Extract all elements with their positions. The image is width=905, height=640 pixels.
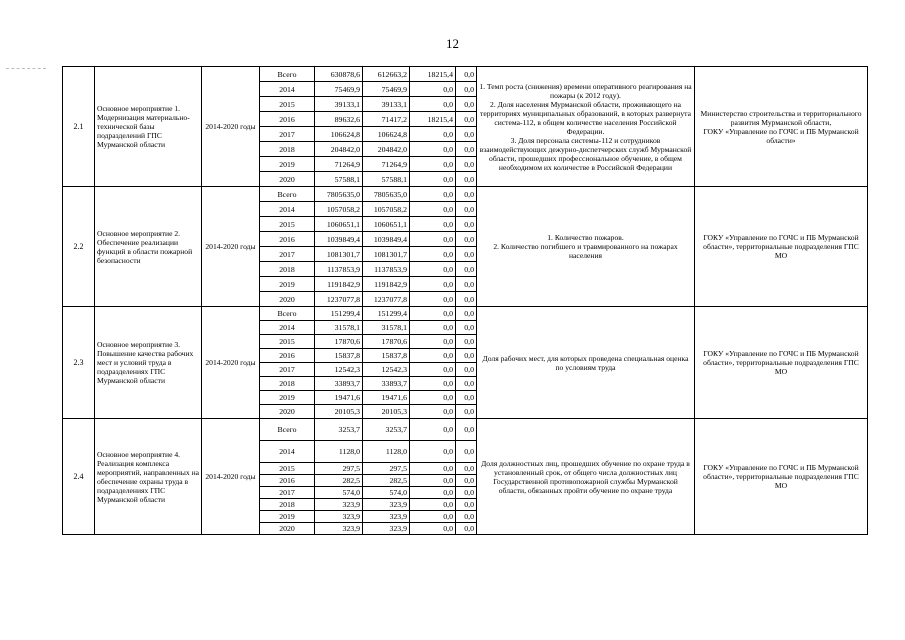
year-cell: 2018 [260,262,315,277]
year-cell: 2014 [260,82,315,97]
other-sources-cell: 0,0 [456,232,477,247]
year-cell: 2014 [260,441,315,463]
year-cell: 2019 [260,157,315,172]
total-cell: 75469,9 [315,82,363,97]
regional-budget-cell: 12542,3 [363,363,410,377]
year-cell: 2019 [260,277,315,292]
responsible-executor [695,419,868,535]
regional-budget-cell: 612663,2 [363,67,410,82]
total-cell: 297,5 [315,463,363,475]
year-cell: 2017 [260,363,315,377]
total-cell: 39133,1 [315,97,363,112]
federal-budget-cell: 0,0 [410,172,456,187]
total-cell: 1191842,9 [315,277,363,292]
year-cell: 2014 [260,321,315,335]
year-cell: 2016 [260,475,315,487]
year-cell: Всего [260,67,315,82]
other-sources-cell: 0,0 [456,405,477,419]
year-cell: 2020 [260,405,315,419]
total-cell: 20105,3 [315,405,363,419]
regional-budget-cell: 1137853,9 [363,262,410,277]
federal-budget-cell: 18215,4 [410,67,456,82]
year-cell: 2020 [260,523,315,535]
total-cell: 1137853,9 [315,262,363,277]
year-cell: 2014 [260,202,315,217]
federal-budget-cell: 0,0 [410,405,456,419]
federal-budget-cell: 0,0 [410,463,456,475]
federal-budget-cell: 0,0 [410,391,456,405]
federal-budget-cell: 0,0 [410,419,456,441]
regional-budget-cell: 323,9 [363,511,410,523]
year-cell: 2019 [260,391,315,405]
implementation-period: 2014-2020 годы [202,187,260,307]
year-cell: 2020 [260,172,315,187]
section-number: 2.3 [63,307,95,419]
regional-budget-cell: 3253,7 [363,419,410,441]
federal-budget-cell: 0,0 [410,441,456,463]
total-cell: 1128,0 [315,441,363,463]
indicator-text: 1. Темп роста (снижения) времени оперативного реагирования на пожары (к 2012 году). [479,81,692,100]
year-cell: Всего [260,307,315,321]
regional-budget-cell: 20105,3 [363,405,410,419]
federal-budget-cell: 0,0 [410,157,456,172]
regional-budget-cell: 323,9 [363,523,410,535]
year-cell: 2017 [260,127,315,142]
federal-budget-cell: 0,0 [410,262,456,277]
federal-budget-cell: 0,0 [410,187,456,202]
regional-budget-cell: 282,5 [363,475,410,487]
federal-budget-cell: 0,0 [410,349,456,363]
other-sources-cell: 0,0 [456,277,477,292]
federal-budget-cell: 0,0 [410,142,456,157]
other-sources-cell: 0,0 [456,262,477,277]
table-row [63,419,868,441]
other-sources-cell: 0,0 [456,157,477,172]
implementation-period: 2014-2020 годы [202,419,260,535]
total-cell: 12542,3 [315,363,363,377]
year-cell: 2015 [260,217,315,232]
other-sources-cell: 0,0 [456,112,477,127]
federal-budget-cell: 0,0 [410,277,456,292]
regional-budget-cell: 1057058,2 [363,202,410,217]
federal-budget-cell: 0,0 [410,335,456,349]
year-cell: Всего [260,187,315,202]
total-cell: 1081301,7 [315,247,363,262]
other-sources-cell: 0,0 [456,172,477,187]
regional-budget-cell: 1128,0 [363,441,410,463]
federal-budget-cell: 0,0 [410,247,456,262]
measure-name: Основное мероприятие 4. Реализация комплекса мероприятий, направленных на обеспечение охраны труда в подразделениях ГПС Мурманской области [95,419,202,535]
other-sources-cell: 0,0 [456,463,477,475]
other-sources-cell: 0,0 [456,419,477,441]
other-sources-cell: 0,0 [456,247,477,262]
result-indicators [477,67,695,187]
other-sources-cell: 0,0 [456,187,477,202]
regional-budget-cell: 1237077,8 [363,292,410,307]
total-cell: 17870,6 [315,335,363,349]
other-sources-cell: 0,0 [456,349,477,363]
responsible-executor [695,187,868,307]
total-cell: 323,9 [315,511,363,523]
other-sources-cell: 0,0 [456,67,477,82]
regional-budget-cell: 39133,1 [363,97,410,112]
result-indicators [477,307,695,419]
executor-text: ГОКУ «Управление по ГОЧС и ПБ Мурманской области», территориальные подразделения ГПС МО [703,349,859,376]
federal-budget-cell: 0,0 [410,127,456,142]
other-sources-cell: 0,0 [456,377,477,391]
regional-budget-cell: 151299,4 [363,307,410,321]
other-sources-cell: 0,0 [456,97,477,112]
other-sources-cell: 0,0 [456,335,477,349]
regional-budget-cell: 19471,6 [363,391,410,405]
measure-name: Основное мероприятие 3. Повышение качества рабочих мест и условий труда в подразделениях ГПС Мурманской области [95,307,202,419]
measure-name: Основное мероприятие 2. Обеспечение реализации функций в области пожарной безопасности [95,187,202,307]
year-cell: 2020 [260,292,315,307]
indicator-text: 2. Доля населения Мурманской области, проживающего на территориях муниципальных образований, в которых развернута система-112, в общем количестве населения Российской Федерации. [480,99,691,136]
federal-budget-cell: 0,0 [410,217,456,232]
federal-budget-cell: 0,0 [410,487,456,499]
section-number: 2.1 [63,67,95,187]
other-sources-cell: 0,0 [456,307,477,321]
total-cell: 630878,6 [315,67,363,82]
regional-budget-cell: 297,5 [363,463,410,475]
implementation-period: 2014-2020 годы [202,67,260,187]
other-sources-cell: 0,0 [456,202,477,217]
other-sources-cell: 0,0 [456,391,477,405]
total-cell: 71264,9 [315,157,363,172]
regional-budget-cell: 71417,2 [363,112,410,127]
other-sources-cell: 0,0 [456,523,477,535]
result-indicators [477,419,695,535]
indicator-text: Доля должностных лиц, прошедших обучение по охране труда в установленный срок, от общего числа должностных лиц Государственной противопожарной службы Мурманской области, обязанных пройти обучение по охране труда [481,458,690,495]
page-number: 12 [446,36,459,51]
total-cell: 1060651,1 [315,217,363,232]
total-cell: 89632,6 [315,112,363,127]
year-cell: 2017 [260,487,315,499]
other-sources-cell: 0,0 [456,82,477,97]
federal-budget-cell: 0,0 [410,307,456,321]
table-row [63,187,868,202]
regional-budget-cell: 17870,6 [363,335,410,349]
regional-budget-cell: 1081301,7 [363,247,410,262]
table-row [63,307,868,321]
indicator-text: Доля рабочих мест, для которых проведена специальная оценка по условиям труда [482,353,689,372]
total-cell: 323,9 [315,499,363,511]
regional-budget-cell: 33893,7 [363,377,410,391]
indicator-text: 3. Доля персонала системы-112 и сотрудников взаимодействующих дежурно-диспетчерских служб Мурманской области, прошедших профессиональное обучение, в общем необходимом их количестве в Российской Федерации [479,135,692,172]
other-sources-cell: 0,0 [456,292,477,307]
year-cell: 2018 [260,377,315,391]
regional-budget-cell: 57588,1 [363,172,410,187]
federal-budget-cell: 0,0 [410,232,456,247]
federal-budget-cell: 0,0 [410,321,456,335]
total-cell: 204842,0 [315,142,363,157]
regional-budget-cell: 1039849,4 [363,232,410,247]
total-cell: 31578,1 [315,321,363,335]
year-cell: Всего [260,419,315,441]
total-cell: 3253,7 [315,419,363,441]
regional-budget-cell: 204842,0 [363,142,410,157]
total-cell: 282,5 [315,475,363,487]
other-sources-cell: 0,0 [456,511,477,523]
year-cell: 2018 [260,142,315,157]
federal-budget-cell: 0,0 [410,292,456,307]
measure-name: Основное мероприятие 1. Модернизация материально-технической базы подразделений ГПС Мурманской области [95,67,202,187]
federal-budget-cell: 0,0 [410,523,456,535]
executor-text: ГОКУ «Управление по ГОЧС и ПБ Мурманской области», территориальные подразделения ГПС МО [703,233,859,260]
total-cell: 7805635,0 [315,187,363,202]
year-cell: 2015 [260,335,315,349]
federal-budget-cell: 0,0 [410,202,456,217]
other-sources-cell: 0,0 [456,363,477,377]
other-sources-cell: 0,0 [456,487,477,499]
total-cell: 1057058,2 [315,202,363,217]
indicator-text: 2. Количество погибшего и травмированного на пожарах населения [493,242,678,260]
year-cell: 2016 [260,112,315,127]
executor-text: ГОКУ «Управление по ГОЧС и ПБ Мурманской области» [703,126,859,145]
regional-budget-cell: 1191842,9 [363,277,410,292]
regional-budget-cell: 1060651,1 [363,217,410,232]
federal-budget-cell: 0,0 [410,475,456,487]
implementation-period: 2014-2020 годы [202,307,260,419]
other-sources-cell: 0,0 [456,142,477,157]
responsible-executor [695,307,868,419]
total-cell: 57588,1 [315,172,363,187]
program-measures-table [62,66,868,535]
year-cell: 2018 [260,499,315,511]
executor-text: Министерство строительства и территориального развития Мурманской области, [700,108,862,127]
federal-budget-cell: 0,0 [410,363,456,377]
other-sources-cell: 0,0 [456,441,477,463]
regional-budget-cell: 15837,8 [363,349,410,363]
regional-budget-cell: 574,0 [363,487,410,499]
total-cell: 574,0 [315,487,363,499]
federal-budget-cell: 0,0 [410,82,456,97]
federal-budget-cell: 0,0 [410,499,456,511]
regional-budget-cell: 7805635,0 [363,187,410,202]
regional-budget-cell: 31578,1 [363,321,410,335]
total-cell: 323,9 [315,523,363,535]
section-number: 2.4 [63,419,95,535]
federal-budget-cell: 0,0 [410,97,456,112]
total-cell: 1039849,4 [315,232,363,247]
other-sources-cell: 0,0 [456,127,477,142]
other-sources-cell: 0,0 [456,499,477,511]
regional-budget-cell: 323,9 [363,499,410,511]
year-cell: 2015 [260,97,315,112]
other-sources-cell: 0,0 [456,217,477,232]
total-cell: 19471,6 [315,391,363,405]
section-number: 2.2 [63,187,95,307]
table-row [63,67,868,82]
total-cell: 106624,8 [315,127,363,142]
total-cell: 33893,7 [315,377,363,391]
indicator-text: 1. Количество пожаров. [547,233,624,242]
year-cell: 2019 [260,511,315,523]
regional-budget-cell: 71264,9 [363,157,410,172]
scan-edge-mark [6,68,46,70]
federal-budget-cell: 0,0 [410,377,456,391]
year-cell: 2017 [260,247,315,262]
total-cell: 15837,8 [315,349,363,363]
year-cell: 2016 [260,232,315,247]
total-cell: 151299,4 [315,307,363,321]
year-cell: 2016 [260,349,315,363]
regional-budget-cell: 75469,9 [363,82,410,97]
other-sources-cell: 0,0 [456,321,477,335]
executor-text: ГОКУ «Управление по ГОЧС и ПБ Мурманской области», территориальные подразделения ГПС МО [703,463,859,490]
regional-budget-cell: 106624,8 [363,127,410,142]
other-sources-cell: 0,0 [456,475,477,487]
year-cell: 2015 [260,463,315,475]
result-indicators [477,187,695,307]
federal-budget-cell: 0,0 [410,511,456,523]
responsible-executor [695,67,868,187]
federal-budget-cell: 18215,4 [410,112,456,127]
total-cell: 1237077,8 [315,292,363,307]
